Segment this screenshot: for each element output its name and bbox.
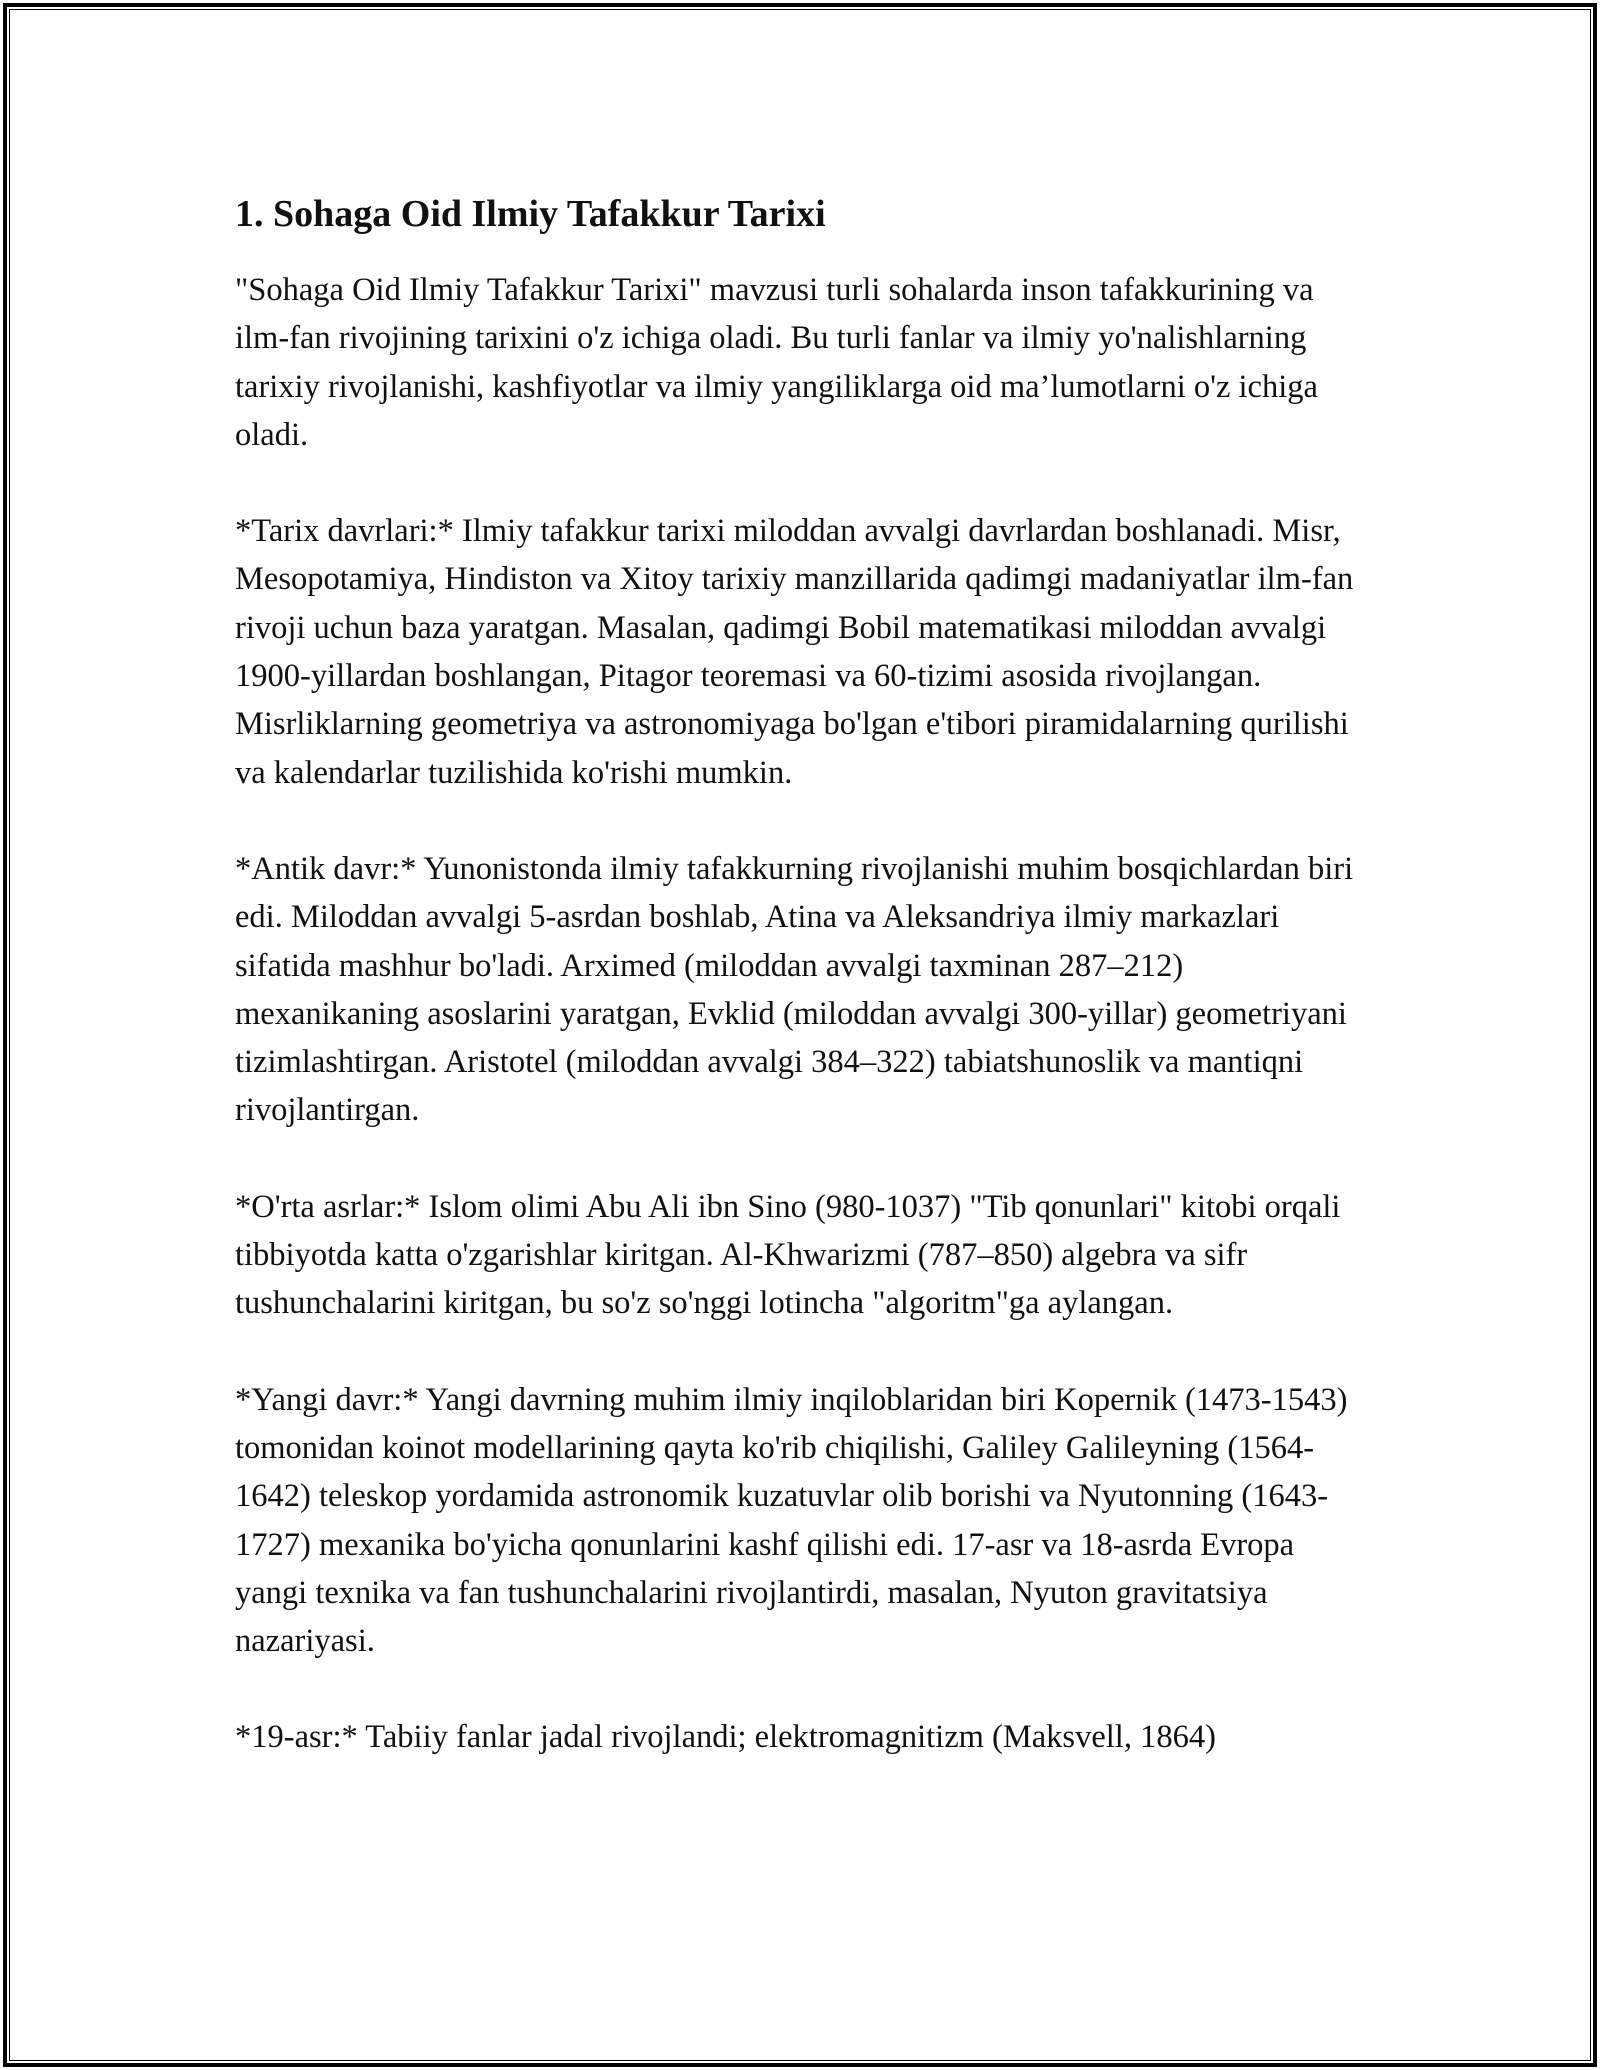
paragraph-19-asr: *19-asr:* Tabiiy fanlar jadal rivojlandi; elektromagnitizm (Maksvell, 1864) xyxy=(235,1719,1216,1756)
paragraph-antik-davr: *Antik davr:* Yunonistonda ilmiy tafakkurning rivojlanishi muhim bosqichlardan biri edi. Miloddan avvalgi 5-asrdan boshlab, Atina va Aleksandriya ilmiy markazlari sifatida mashhur bo'ladi. Arximed (miloddan avvalgi taxminan 287–212) mexanikaning asoslarini yaratgan, Evklid (miloddan avvalgi 300-yillar) geometriyani tizimlashtirgan. Aristotel (miloddan avvalgi 384–322) tabiatshunoslik va mantiqni rivojlantirgan. xyxy=(235,850,1354,1129)
paragraph-tarix-davrlari: *Tarix davrlari:* Ilmiy tafakkur tarixi miloddan avvalgi davrlardan boshlanadi. Misr, Mesopotamiya, Hindiston va Xitoy tarixiy manzillarida qadimgi madaniyatlar ilm-fan rivoji uchun baza yaratgan. Masalan, qadimgi Bobil matematikasi miloddan avvalgi 1900-yillardan boshlangan, Pitagor teoremasi va 60-tizimi asosida rivojlangan. Misrliklarning geometriya va astronomiyaga bo'lgan e'tibori piramidalarning qurilishi va kalendarlar tuzilishida ko'rishi mumkin. xyxy=(235,513,1354,791)
intro-paragraph: "Sohaga Oid Ilmiy Tafakkur Tarixi" mavzusi turli sohalarda inson tafakkurining va ilm-fan rivojining tarixini o'z ichiga oladi. Bu turli fanlar va ilmiy yo'nalishlarning tarixiy rivojlanishi, kashfiyotlar va ilmiy yangiliklarga oid ma’lumotlarni o'z ichiga oladi. xyxy=(235,272,1318,453)
paragraph-orta-asrlar: *O'rta asrlar:* Islom olimi Abu Ali ibn Sino (980-1037) "Tib qonunlari" kitobi orqali tibbiyotda katta o'zgarishlar kiritgan. Al-Khwarizmi (787–850) algebra va sifr tushunchalarini kiritgan, bu so'z so'nggi lotincha "algoritm"ga aylangan. xyxy=(235,1188,1341,1322)
document-body xyxy=(235,186,1370,1810)
section-title: 1. Sohaga Oid Ilmiy Tafakkur Tarixi xyxy=(235,193,826,235)
paragraph-yangi-davr: *Yangi davr:* Yangi davrning muhim ilmiy inqiloblaridan biri Kopernik (1473-1543) tomonidan koinot modellarining qayta ko'rib chiqilishi, Galiley Galileyning (1564-1642) teleskop yordamida astronomik kuzatuvlar olib borishi va Nyutonning (1643-1727) mexanika bo'yicha qonunlarini kashf qilishi edi. 17-asr va 18-asrda Evropa yangi texnika va fan tushunchalarini rivojlantirdi, masalan, Nyuton gravitatsiya nazariyasi. xyxy=(235,1381,1348,1660)
